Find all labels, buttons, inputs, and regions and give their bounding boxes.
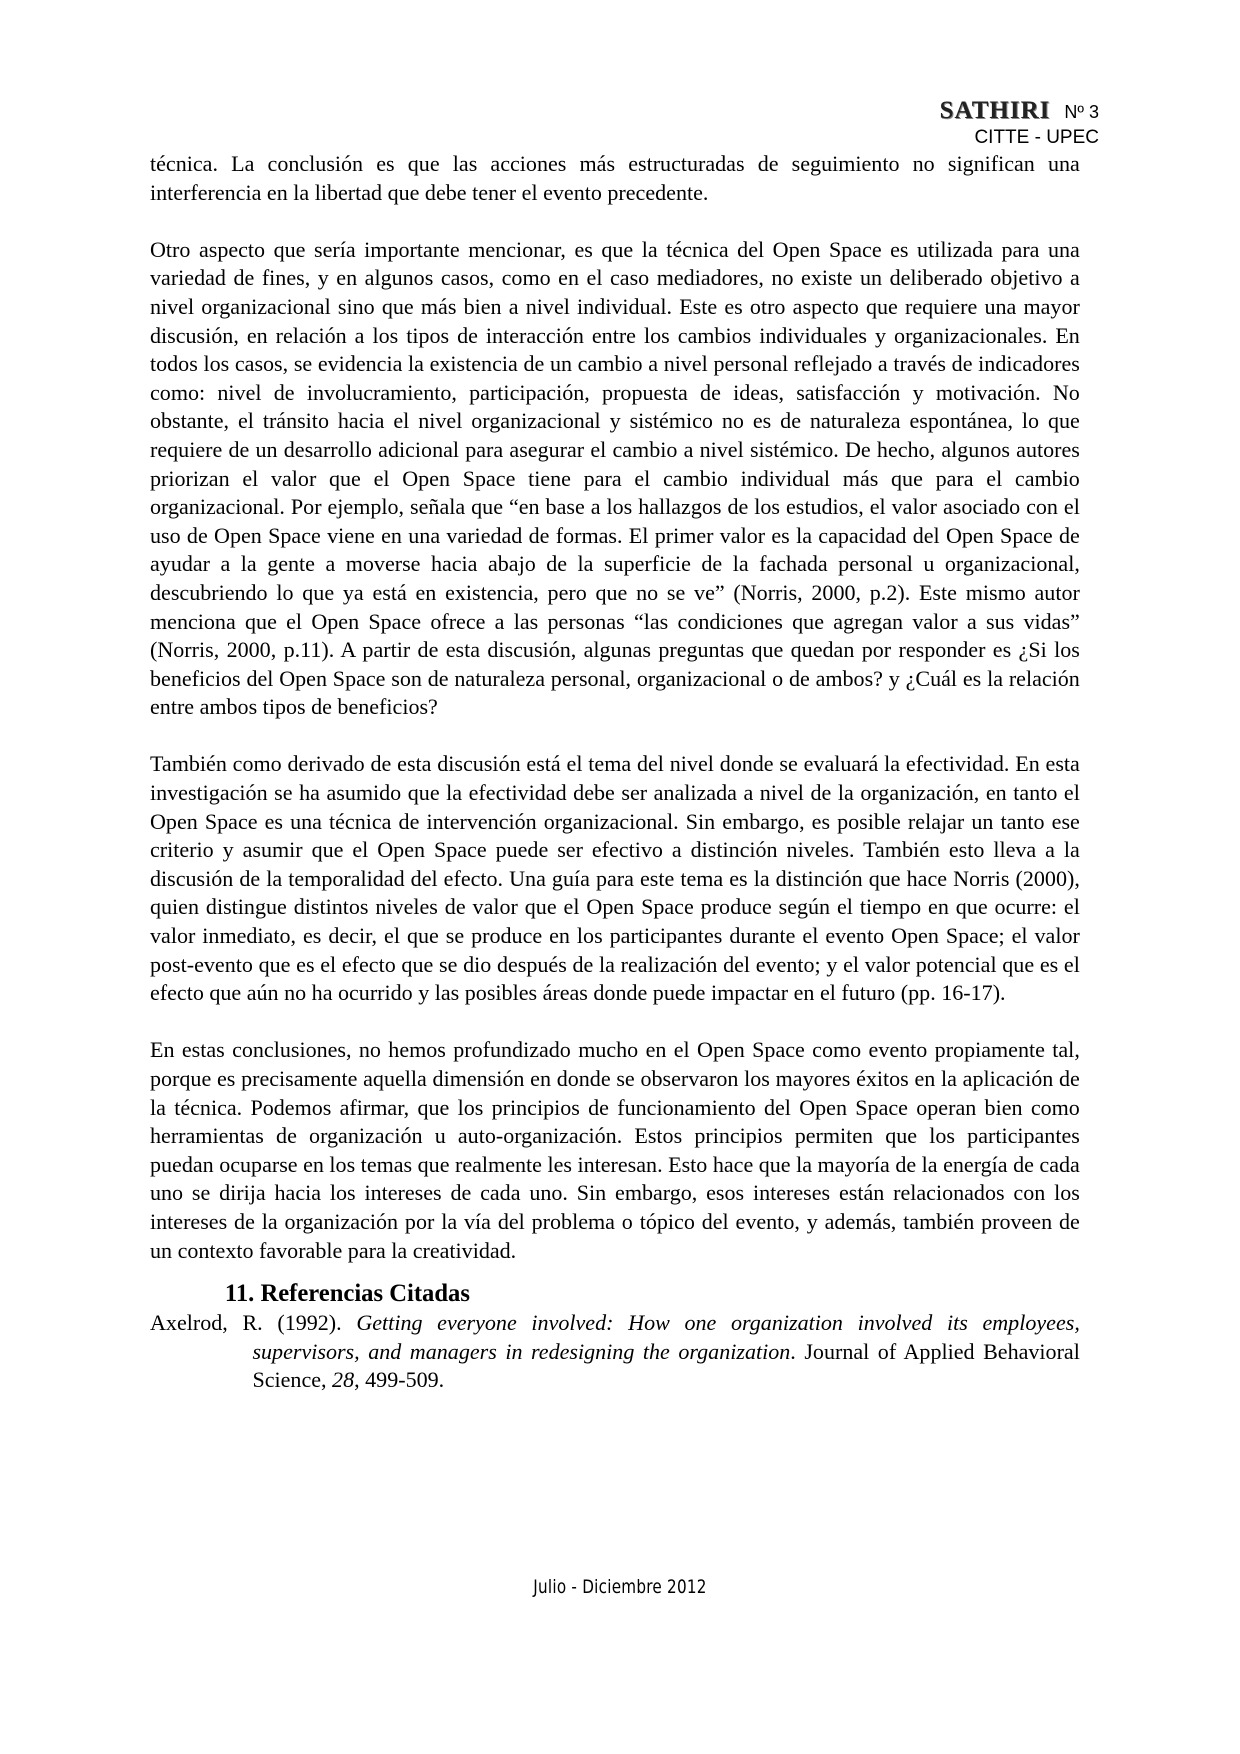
reference-volume: 28 bbox=[332, 1367, 355, 1393]
page-body bbox=[150, 150, 1080, 1395]
reference-author-year: Axelrod, R. (1992). bbox=[150, 1310, 357, 1336]
page-footer: Julio - Diciembre 2012 bbox=[533, 1576, 707, 1598]
journal-logo: SATHIRI bbox=[939, 97, 1051, 124]
section-heading: 11. Referencias Citadas bbox=[224, 1280, 470, 1308]
reference-journal: . Journal of Applied Behavioral Science, bbox=[252, 1338, 1080, 1393]
issue-number: Nº 3 bbox=[1064, 102, 1099, 122]
reference-title: Getting everyone involved: How one organization involved its employees, supervisors, and managers in redesigning the organization bbox=[252, 1310, 1080, 1364]
institution: CITTE - UPEC bbox=[974, 127, 1099, 148]
paragraph: En estas conclusiones, no hemos profundizado mucho en el Open Space como evento propiamente tal, porque es precisamente aquella dimensión en donde se observaron los mayores éxitos en la aplicación de la técnica. Podemos afirmar, que los principios de funcionamiento del Open Space operan bien como herramientas de organización u auto-organización. Estos principios permiten que los participantes puedan ocuparse en los temas que realmente les interesan. Esto hace que la mayoría de la energía de cada uno se dirija hacia los intereses de cada uno. Sin embargo, esos intereses están relacionados con los intereses de la organización por la vía del problema o tópico del evento, y además, también proveen de un contexto favorable para la creatividad. bbox=[150, 1037, 1080, 1263]
paragraph: técnica. La conclusión es que las acciones más estructuradas de seguimiento no significan una interferencia en la libertad que debe tener el evento precedente. bbox=[150, 151, 1080, 205]
paragraph: Otro aspecto que sería importante mencionar, es que la técnica del Open Space es utilizada para una variedad de fines, y en algunos casos, como en el caso mediadores, no existe un deliberado objetivo a nivel organizacional sino que más bien a nivel individual. Este es otro aspecto que requiere una mayor discusión, en relación a los tipos de interacción entre los cambios individuales y organizacionales. En todos los casos, se evidencia la existencia de un cambio a nivel personal reflejado a través de indicadores como: nivel de involucramiento, participación, propuesta de ideas, satisfacción y motivación. No obstante, el tránsito hacia el nivel organizacional y sistémico no es de naturaleza espontánea, lo que requiere de un desarrollo adicional para asegurar el cambio a nivel sistémico. De hecho, algunos autores priorizan el valor que el Open Space tiene para el cambio individual más que para el cambio organizacional. Por ejemplo, señala que “en base a los hallazgos de los estudios, el valor asociado con el uso de Open Space viene en una variedad de formas. El primer valor es la capacidad del Open Space de ayudar a la gente a moverse hacia abajo de la superficie de la fachada personal u organizacional, descubriendo lo que ya está en existencia, pero que no se ve” (Norris, 2000, p.2). Este mismo autor menciona que el Open Space ofrece a las personas “las condiciones que agregan valor a sus vidas” (Norris, 2000, p.11). A partir de esta discusión, algunas preguntas que quedan por responder es ¿Si los beneficios del Open Space son de naturaleza personal, organizacional o de ambos? y ¿Cuál es la relación entre ambos tipos de beneficios? bbox=[150, 236, 1080, 720]
paragraph: También como derivado de esta discusión está el tema del nivel donde se evaluará la efectividad. En esta investigación se ha asumido que la efectividad debe ser analizada a nivel de la organización, en tanto el Open Space es una técnica de intervención organizacional. Sin embargo, es posible relajar un tanto ese criterio y asumir que el Open Space puede ser efectivo a distinción niveles. También esto lleva a la discusión de la temporalidad del efecto. Una guía para este tema es la distinción que hace Norris (2000), quien distingue distintos niveles de valor que el Open Space produce según el tiempo en que ocurre: el valor inmediato, es decir, el que se produce en los participantes durante el evento Open Space; el valor post-evento que es el efecto que se dio después de la realización del evento; y el valor potencial que es el efecto que aún no ha ocurrido y las posibles áreas donde puede impactar en el futuro (pp. 16-17). bbox=[150, 751, 1080, 1006]
reference-entry bbox=[150, 1309, 1080, 1395]
reference-pages: , 499-509. bbox=[354, 1367, 445, 1393]
running-header bbox=[940, 96, 1099, 150]
